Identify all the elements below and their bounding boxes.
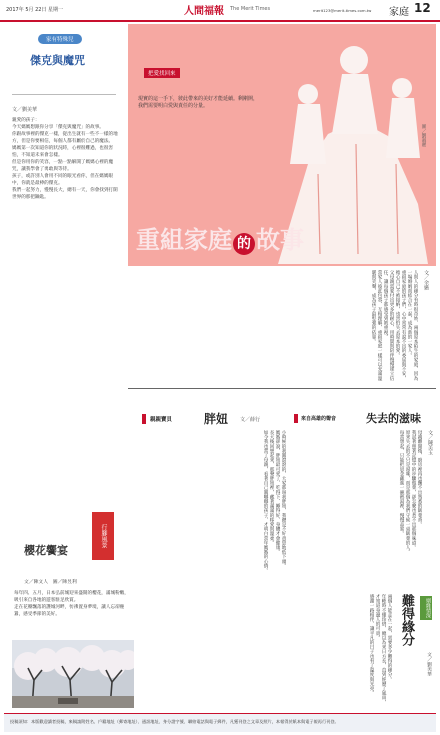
contact-url: merit123@merit-times.com.tw	[313, 8, 372, 13]
fate-title-line2: 緣分	[399, 620, 414, 646]
article-title: 失去的滋味	[366, 412, 421, 425]
byline: 文／劉美華	[12, 107, 38, 113]
cherry-blossom-photo	[12, 640, 134, 708]
article-body: 小時候的我圓滾滾的，大家都叫我胖妞，我總是不好意思地低下頭。 媽媽卻說，胖妞最可愛了，吃得下、睡得好，身體才會健康。 長大後回想起來，那聲胖妞裡，藏著滿滿的疼愛與溫柔。 如今我也當了母親，看著自己圓嘟嘟的孩子，才明白當年媽媽的心情。	[263, 430, 286, 573]
footer-bar	[4, 713, 436, 732]
feature-caption: 現實的這一手下，彼此帶來的美好才能延續。剩剛開，我們需要明白愛與責任的分量。	[138, 96, 259, 109]
story-fatty	[140, 392, 290, 692]
article-body: 每年四、五月，日本弘前城迎來盛開的櫻花，滿城粉嫩，吸引來自各地的遊客駐足欣賞。 走在花瓣飄落的護城河畔，彷彿置身夢境，讓人忘卻塵囂，感受季節的美好。	[14, 591, 129, 617]
masthead	[0, 0, 440, 22]
section-tag: 姻緣情深	[420, 596, 432, 620]
feature-title	[136, 220, 304, 255]
feature-section	[128, 24, 436, 266]
byline: 文／劉美華	[426, 652, 431, 676]
story-taste	[294, 392, 436, 588]
fate-section	[294, 590, 436, 708]
feature-article	[128, 268, 436, 384]
feature-title-end: 故事	[256, 225, 304, 254]
section-tag: 來自高雄的聲音	[294, 414, 339, 423]
section-tag: 把愛找回來	[144, 68, 180, 78]
section-tag: 家有特殊兒	[38, 34, 82, 44]
paper-logo: 人間福報	[184, 6, 224, 17]
feature-title-de: 的	[233, 233, 255, 255]
article-body: 母親離開後，廚房裡再也飄不出熟悉的飯菜香。 我試著照著記憶中的步驟做菜，卻怎麼也煮不出那個味道。 原來失去的不只是滋味，而是那個為我們守候一桌飯菜的人。 每當想起，只能把思念藏進一碗熱湯裡，慢慢品嘗。	[399, 430, 422, 555]
article-body: 兩個人能走在一起，需要多少難得的緣分。 年輕時不懂珍惜，總以為來日方長，直到經歷了風雨，才知道身邊人的可貴。 感謝一路相伴，讓平凡的日子也有了溫度與光亮。	[369, 594, 392, 705]
feature-title-main: 重組家庭	[136, 225, 232, 254]
divider	[128, 388, 436, 389]
date-line: 2017年 5月 22日 星期一	[6, 7, 64, 13]
byline: 文／陳文人 圖／陳昱利	[24, 580, 77, 585]
byline: 文／余嬿	[423, 270, 429, 290]
divider	[12, 94, 116, 95]
illustration-credit: 圖／劉淑麗	[421, 124, 426, 147]
fate-title-line1: 難得	[399, 594, 414, 620]
page-number: 12	[414, 1, 431, 15]
article-body: 親愛的孩子： 今天媽媽想跟你分享「傑克與魔咒」的故事。 你跟故事裡的傑克一樣，從出生就有一些不一樣的地方，但是你要相信，每個人都有屬於自己的魔法。 媽媽第一次知道你的狀況時，心裡很難過，也很害怕，不知道未來會怎樣。 但是你用你的笑容，一點一點解開了媽媽心裡的魔咒，讓我學會了勇敢與等待。 孩子，或許別人會用不同的眼光看你，但在媽媽眼中，你就是最棒的傑克。 我們一起努力，慢慢長大，總有一天，你會找到打開世界的那把鑰匙。	[12, 118, 118, 200]
cherry-section	[4, 500, 140, 710]
left-column	[4, 24, 122, 494]
article-title: 胖妞	[204, 412, 229, 426]
article-body: 人與人的緣分有時很奇妙，兩個原本陌生的家庭，因為一場婚姻而結合在一起，成為新的一家人。 重組家庭的孩子們，心中常常有說不出的委屈與不安，擔心自己不被接納，也害怕失去原本的愛。 父母親需要付出更多的耐心，用時間與陪伴慢慢建立信任，讓每個孩子都感受到被重視。 當家人彼此包容、互相理解，重組家庭一樣可以充滿溫暖與笑聲，成為孩子最堅強的依靠。	[371, 270, 418, 381]
section-badge: 行腳風景	[92, 512, 114, 560]
byline: 文／陳美玉	[427, 430, 433, 455]
paper-english-name: The Merit Times	[230, 6, 271, 12]
fate-title	[397, 594, 416, 646]
section-name: 家庭	[389, 7, 409, 18]
byline: 文／薛行	[240, 417, 261, 423]
article-title: 櫻花饗宴	[24, 544, 68, 557]
section-tag: 親親寶貝	[142, 414, 176, 424]
submission-note: 投稿須知：本版歡迎讀者投稿，來稿請附姓名、戶籍地址（郵寄地址）、通訊地址、身分證字號、聯絡電話與電子郵件，凡獲刊登之文章及照片，本報得於紙本與電子報再行刊登。	[10, 719, 339, 724]
article-title: 傑克與魔咒	[30, 54, 85, 67]
